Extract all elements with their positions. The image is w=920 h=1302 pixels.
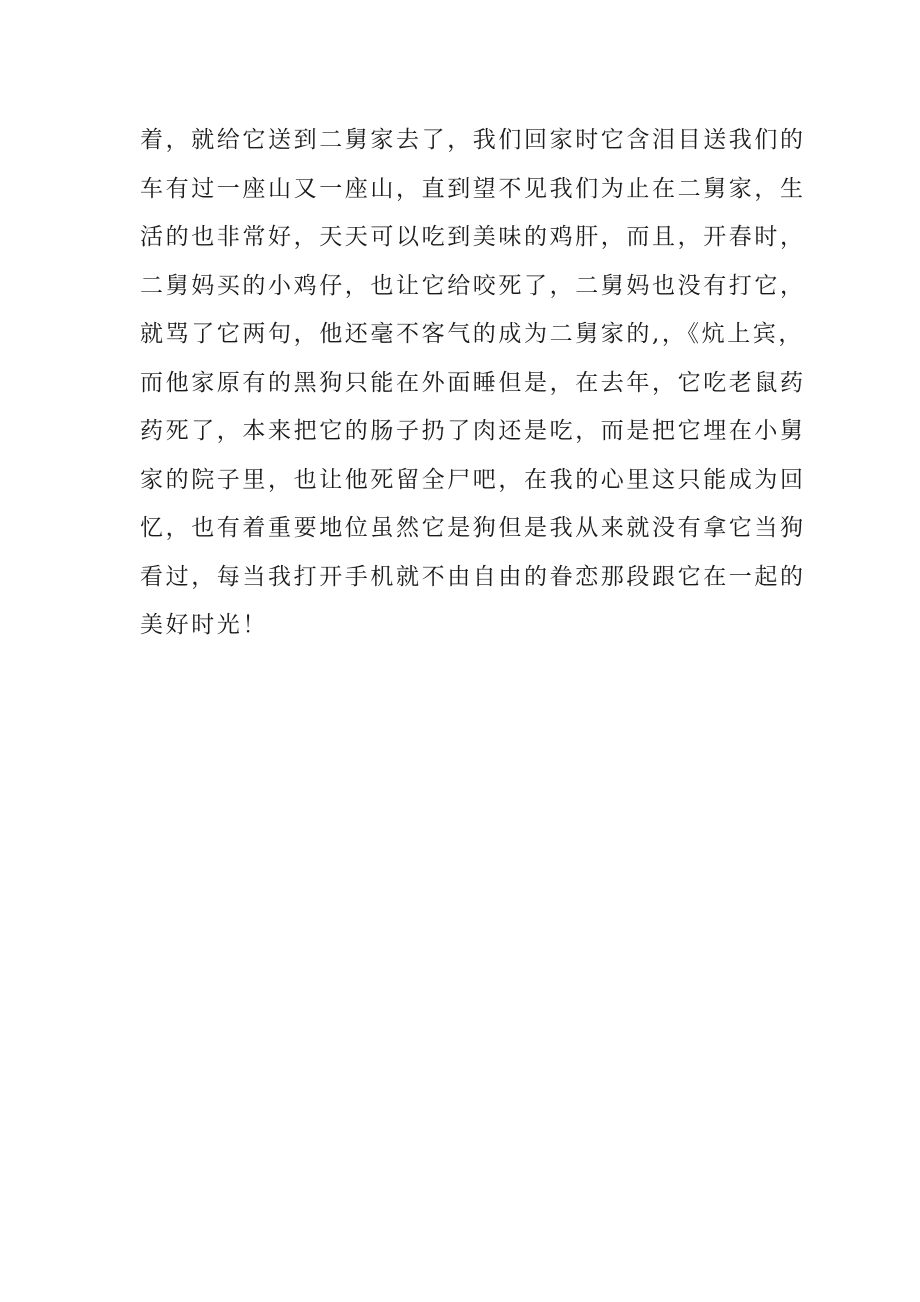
text-line: 活的也非常好，天天可以吃到美味的鸡肝，而且，开春时， [140,224,806,250]
text-line: 着，就给它送到二舅家去了，我们回家时它含泪目送我们的 [140,127,806,153]
body-paragraph [140,116,806,650]
text-line: 二舅妈买的小鸡仔，也让它给咬死了，二舅妈也没有打它， [140,272,806,299]
text-line: 忆，也有着重要地位虽然它是狗但是我从来就没有拿它当狗 [140,515,806,541]
text-line: 家的院子里，也让他死留全尸吧，在我的心里这只能成为回 [140,466,806,493]
text-line: 就骂了它两句，他还毫不客气的成为二舅家的,，《炕上宾， [140,321,805,347]
text-line: 看过，每当我打开手机就不由自由的眷恋那段跟它在一起的 [140,563,806,590]
text-line: 而他家原有的黑狗只能在外面睡但是，在去年，它吃老鼠药 [140,369,806,396]
text-line: 药死了，本来把它的肠子扔了肉还是吃，而是把它埋在小舅 [140,418,806,444]
text-line: 美好时光！ [140,612,268,638]
text-line: 车有过一座山又一座山，直到望不见我们为止在二舅家，生 [140,175,806,202]
